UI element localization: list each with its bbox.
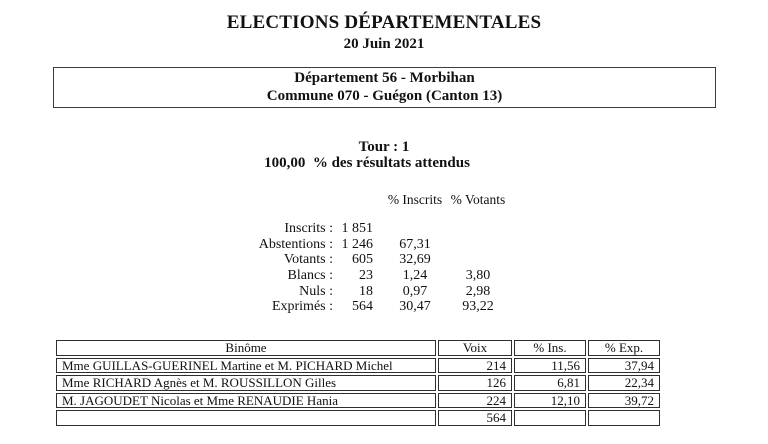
location-box bbox=[53, 67, 716, 108]
stat-label: Abstentions : bbox=[258, 236, 333, 252]
stat-pct-inscrits: 1,24 bbox=[402, 268, 428, 284]
participation-header-row bbox=[180, 192, 768, 208]
header-binome: Binôme bbox=[56, 340, 436, 356]
stat-row-exprimes bbox=[180, 299, 768, 315]
pct-inscrits-header: % Inscrits bbox=[387, 192, 443, 207]
voix-value: 224 bbox=[438, 393, 512, 409]
stat-row-blancs bbox=[180, 268, 768, 284]
stat-pct-votants bbox=[450, 221, 506, 237]
stat-pct-inscrits: 0,97 bbox=[402, 283, 428, 299]
tour-label: Tour : 1 bbox=[358, 139, 410, 155]
header-pct-ins: % Ins. bbox=[514, 340, 586, 356]
commune-label: Commune 070 - Guégon (Canton 13) bbox=[266, 88, 503, 104]
departement-label: Département 56 - Morbihan bbox=[294, 70, 475, 86]
pct-exp-value: 22,34 bbox=[588, 375, 660, 391]
election-date: 20 Juin 2021 bbox=[343, 36, 425, 52]
header-pct-exp: % Exp. bbox=[588, 340, 660, 356]
pct-votants-header: % Votants bbox=[450, 192, 506, 207]
stat-label: Votants : bbox=[283, 252, 333, 268]
stat-pct-votants bbox=[450, 252, 506, 268]
participation-stats bbox=[0, 192, 768, 315]
table-row bbox=[56, 375, 660, 391]
stat-pct-inscrits: 67,31 bbox=[399, 236, 431, 252]
pct-exp-value: 39,72 bbox=[588, 393, 660, 409]
total-row bbox=[56, 410, 660, 426]
table-row bbox=[56, 393, 660, 409]
stat-row-abstentions bbox=[180, 237, 768, 253]
pct-exp-value: 37,94 bbox=[588, 358, 660, 374]
results-header-row bbox=[56, 340, 660, 356]
pct-ins-value: 12,10 bbox=[514, 393, 586, 409]
binome-name: Mme RICHARD Agnès et M. ROUSSILLON Gilles bbox=[56, 375, 436, 391]
stat-pct-votants: 93,22 bbox=[462, 299, 494, 315]
stat-pct-inscrits: 30,47 bbox=[399, 299, 431, 315]
stat-value: 1 246 bbox=[341, 236, 373, 252]
page-title: ELECTIONS DÉPARTEMENTALES bbox=[226, 12, 542, 33]
pct-ins-value: 11,56 bbox=[514, 358, 586, 374]
stat-pct-votants: 2,98 bbox=[465, 283, 491, 299]
stat-pct-inscrits bbox=[386, 221, 444, 237]
voix-value: 126 bbox=[438, 375, 512, 391]
results-table bbox=[54, 338, 662, 428]
stat-pct-inscrits: 32,69 bbox=[399, 252, 431, 268]
stat-pct-votants bbox=[450, 237, 506, 253]
stat-pct-votants: 3,80 bbox=[465, 268, 491, 284]
stat-value: 564 bbox=[352, 299, 373, 315]
stat-row-nuls bbox=[180, 284, 768, 300]
voix-value: 214 bbox=[438, 358, 512, 374]
stat-row-inscrits bbox=[180, 221, 768, 237]
stat-value: 605 bbox=[352, 252, 373, 268]
stat-row-votants bbox=[180, 252, 768, 268]
stat-label: Exprimés : bbox=[271, 299, 333, 315]
stat-value: 23 bbox=[359, 268, 373, 284]
stat-label: Blancs : bbox=[287, 268, 333, 284]
header-voix: Voix bbox=[438, 340, 512, 356]
table-row bbox=[56, 358, 660, 374]
stat-value: 1 851 bbox=[341, 221, 373, 236]
stat-label: Nuls : bbox=[299, 283, 333, 299]
binome-name: M. JAGOUDET Nicolas et Mme RENAUDIE Hania bbox=[56, 393, 436, 409]
total-voix-value: 564 bbox=[438, 410, 512, 426]
pct-ins-value: 6,81 bbox=[514, 375, 586, 391]
stat-value: 18 bbox=[359, 283, 373, 299]
stat-label: Inscrits : bbox=[284, 221, 333, 236]
results-expected-label: 100,00 % des résultats attendus bbox=[264, 155, 470, 171]
binome-name: Mme GUILLAS-GUERINEL Martine et M. PICHARD Michel bbox=[56, 358, 436, 374]
